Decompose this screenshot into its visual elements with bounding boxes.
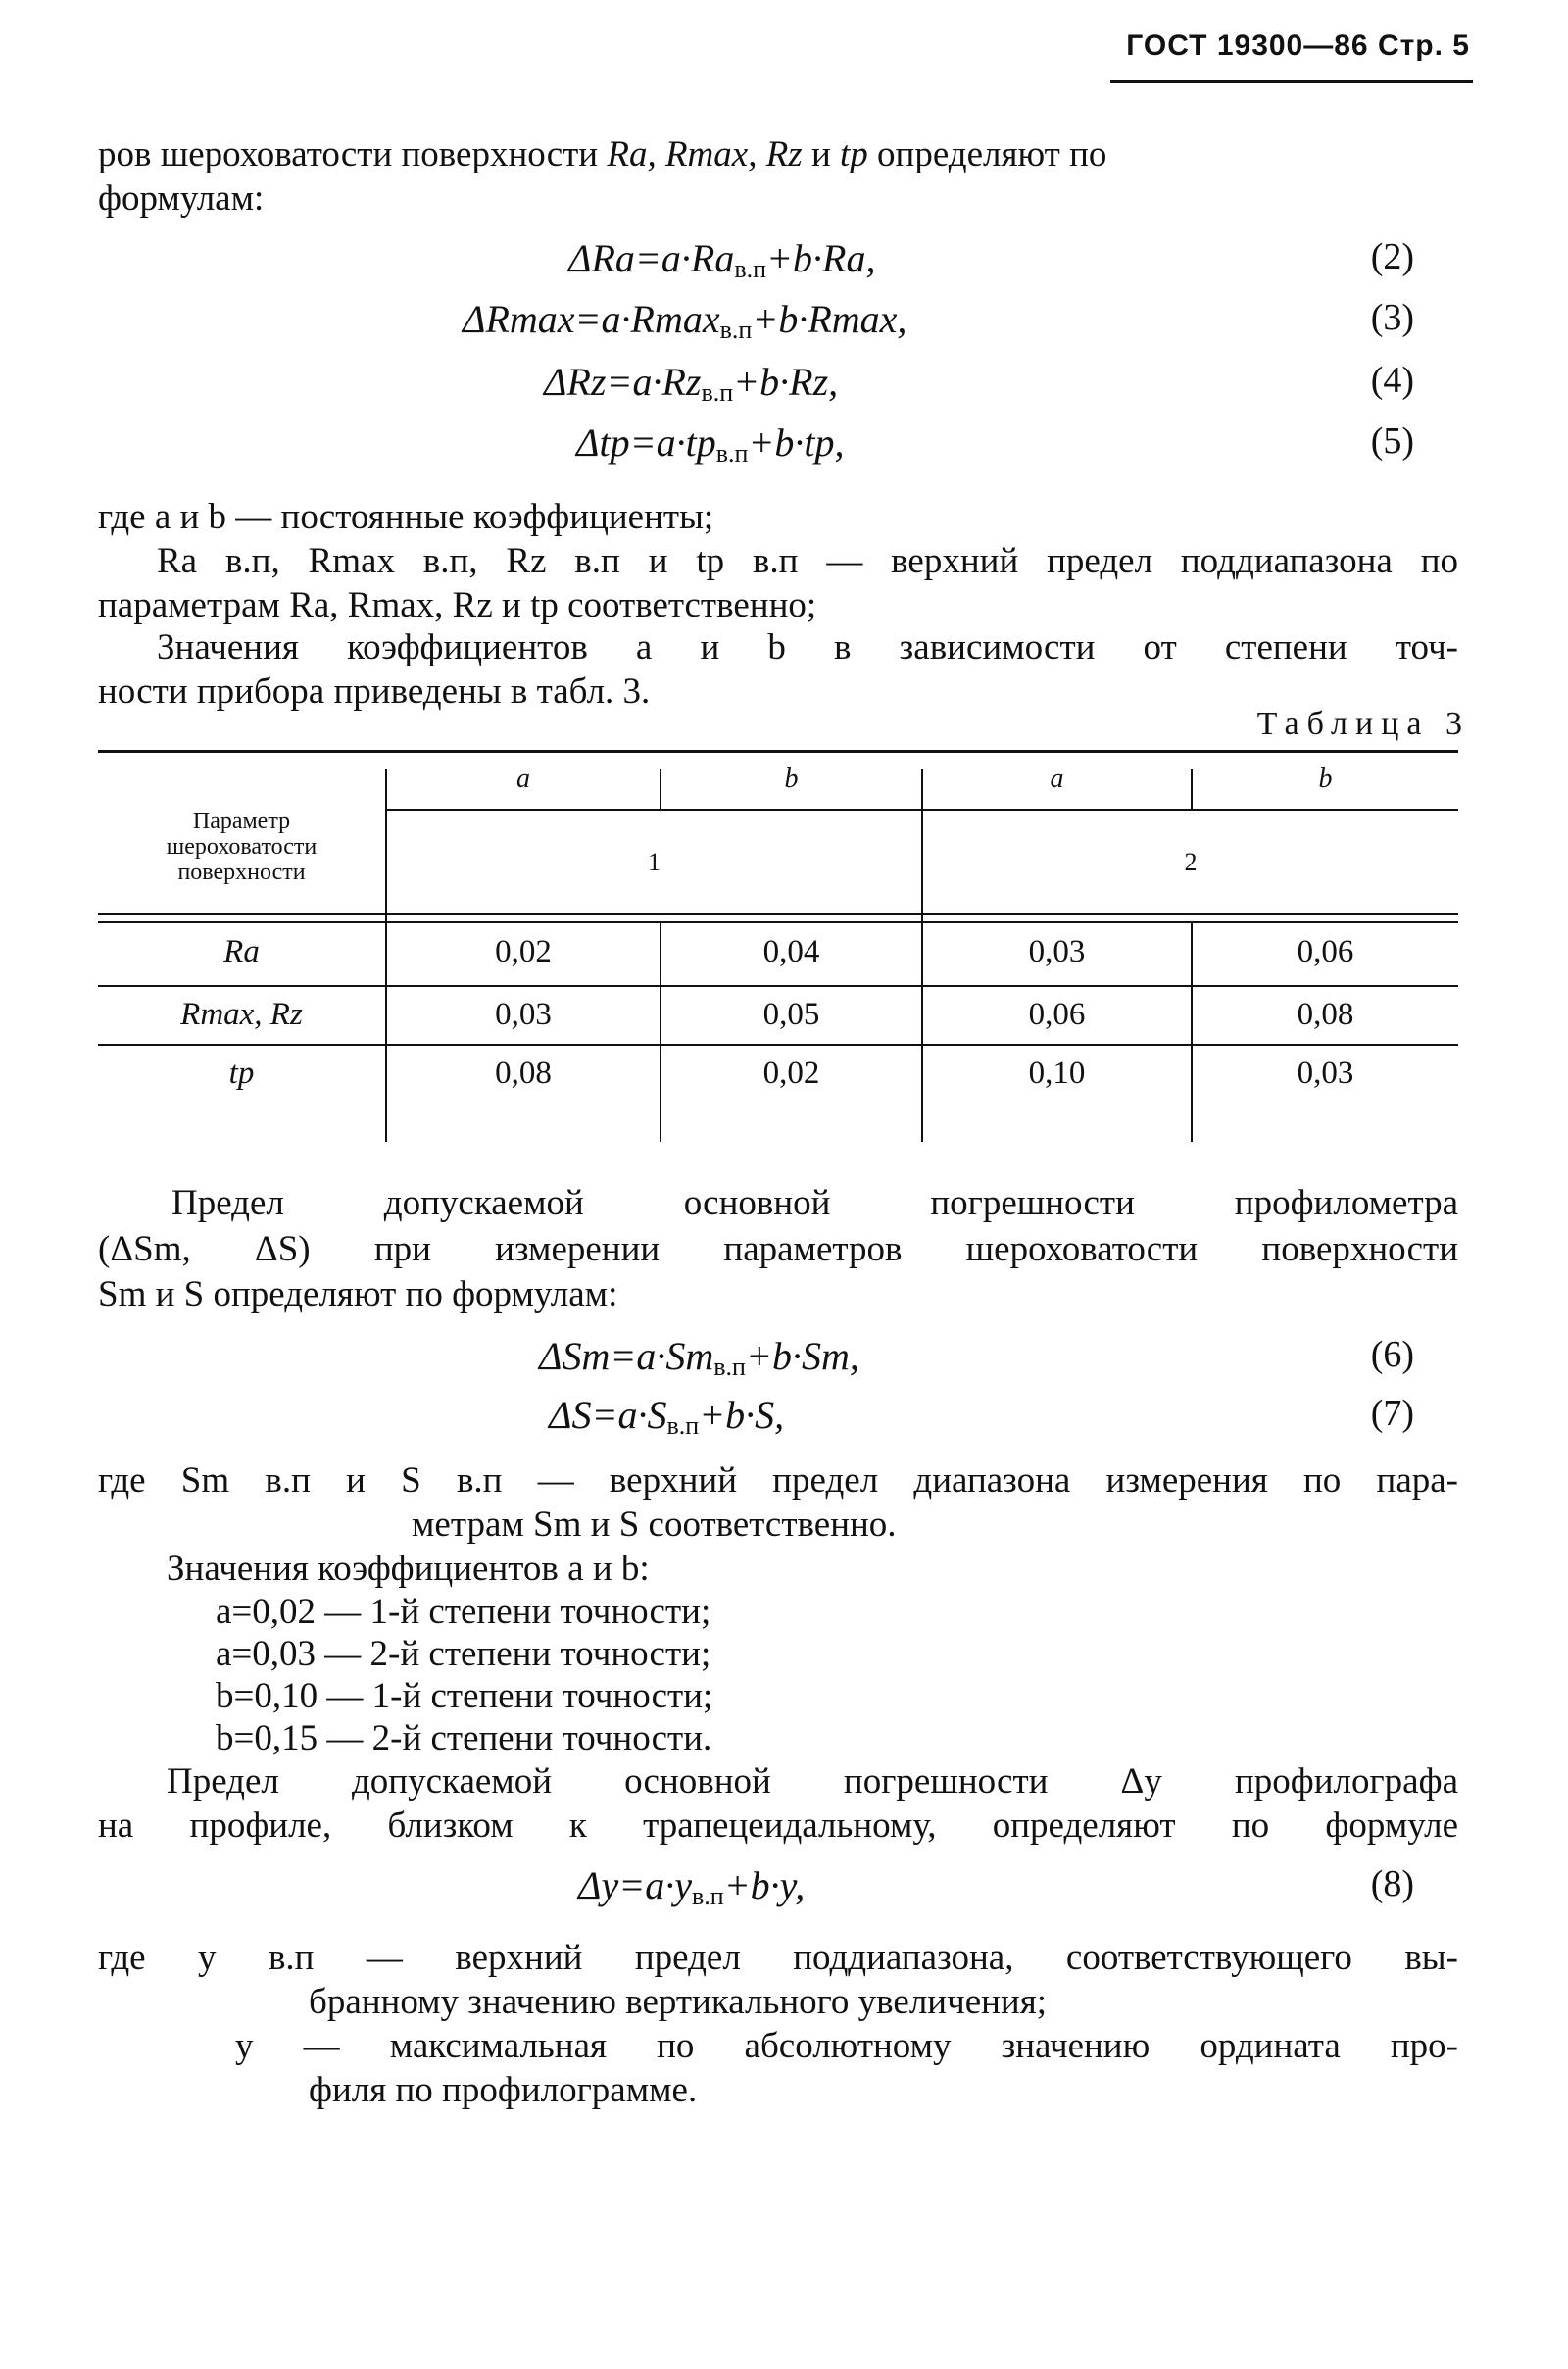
intro-text-b: и bbox=[802, 134, 841, 174]
coefficients-table bbox=[98, 750, 1458, 1142]
table-cell: 0,04 bbox=[762, 934, 820, 969]
formula-number-4: (4) bbox=[1370, 360, 1414, 401]
formula-3: ΔRmax=a·Rmax$_{в.п}$+b·Rmax, bbox=[463, 297, 907, 344]
table-header-rule-b bbox=[98, 921, 1458, 923]
where3-line-2: бранному значению вертикального увеличения; bbox=[309, 1982, 1048, 2022]
formula-number-7: (7) bbox=[1370, 1393, 1414, 1434]
table-cell: 0,03 bbox=[1297, 1056, 1354, 1091]
formula-5: $\Delta tp=a\cdot tp_{в.п}+b\cdot tp$, bbox=[576, 420, 845, 468]
intro-vars: Ra, Rmax, Rz bbox=[607, 134, 803, 174]
para2-line-1: Предел допускаемой основной погрешности профилометра bbox=[172, 1183, 1458, 1223]
where1-line-4: Значения коэффициентов a и b в зависимости от степени точ- bbox=[157, 627, 1458, 667]
formula-number-5: (5) bbox=[1370, 420, 1414, 462]
table-top-rule bbox=[98, 750, 1458, 753]
where2-line-2: метрам Sm и S соответственно. bbox=[412, 1505, 897, 1545]
coef-header-b2: b bbox=[1318, 764, 1333, 794]
para3-line-2: на профиле, близком к трапецеидальному, определяют по формуле bbox=[98, 1805, 1458, 1846]
where2-line-3: Значения коэффициентов a и b: bbox=[167, 1549, 650, 1589]
formula-number-8: (8) bbox=[1370, 1863, 1414, 1904]
where3-line-4: филя по профилограмме. bbox=[309, 2070, 698, 2110]
para2-line-2: (ΔSm, ΔS) при измерении параметров шероховатости поверхности bbox=[98, 1229, 1458, 1269]
intro-text-c: определяют по bbox=[867, 134, 1107, 174]
where3-line-1: где y в.п — верхний предел поддиапазона, соответствующего вы- bbox=[98, 1938, 1458, 1978]
formula-8: $\Delta y=a\cdot y_{в.п}+b\cdot y$, bbox=[578, 1863, 806, 1910]
table-cell: 0,03 bbox=[1028, 934, 1086, 969]
coef-line-4: b=0,15 — 2-й степени точности. bbox=[216, 1718, 712, 1758]
class-header-2: 2 bbox=[1184, 848, 1198, 876]
intro-text-a: ров шероховатости поверхности bbox=[98, 134, 608, 174]
formula-2: $\Delta Ra=a\cdot Ra_{в.п}+b\cdot Ra$, bbox=[568, 236, 876, 283]
table-cell: 0,10 bbox=[1028, 1056, 1086, 1091]
table-row-rule-1 bbox=[98, 985, 1458, 987]
formula-number-3: (3) bbox=[1370, 297, 1414, 338]
intro-tp: tp bbox=[840, 134, 868, 174]
where3-line-3: y — максимальная по абсолютному значению ордината про- bbox=[235, 2026, 1458, 2066]
class-header-1: 1 bbox=[648, 848, 661, 876]
coef-line-1: a=0,02 — 1-й степени точности; bbox=[216, 1592, 711, 1632]
header-rule bbox=[1110, 80, 1473, 83]
table-header-rule-a bbox=[98, 913, 1458, 915]
formula-number-6: (6) bbox=[1370, 1334, 1414, 1375]
intro-line-2: формулам: bbox=[98, 178, 265, 219]
table-row-rule-2 bbox=[98, 1044, 1458, 1046]
para2-line-3: Sm и S определяют по формулам: bbox=[98, 1274, 618, 1314]
row-param-tp: tp bbox=[228, 1056, 255, 1091]
para3-line-1: Предел допускаемой основной погрешности Δy профилографа bbox=[167, 1761, 1458, 1801]
coef-line-2: a=0,03 — 2-й степени точности; bbox=[216, 1634, 711, 1674]
formula-4: $\Delta Rz=a\cdot Rz_{в.п}+b\cdot Rz$, bbox=[544, 360, 839, 407]
where1-line-5: ности прибора приведены в табл. 3. bbox=[98, 671, 651, 712]
coef-header-a2: a bbox=[1050, 764, 1064, 794]
where1-line-1: где a и b — постоянные коэффициенты; bbox=[98, 497, 714, 537]
formula-7: $\Delta S=a\cdot S_{в.п}+b\cdot S$, bbox=[549, 1393, 785, 1440]
coef-header-a1: a bbox=[516, 764, 530, 794]
where1-line-3: параметрам Ra, Rmax, Rz и tp соответственно; bbox=[98, 585, 817, 625]
formula-number-2: (2) bbox=[1370, 236, 1414, 277]
coef-header-b1: b bbox=[784, 764, 799, 794]
where2-line-1: где Sm в.п и S в.п — верхний предел диапазона измерения по пара- bbox=[98, 1460, 1458, 1501]
formula-6: $\Delta Sm=a\cdot Sm_{в.п}+b\cdot Sm$, bbox=[539, 1334, 859, 1381]
table-cell: 0,08 bbox=[495, 1056, 552, 1091]
table-cell: 0,06 bbox=[1028, 997, 1086, 1032]
row-param-ra: Ra bbox=[223, 934, 260, 969]
where1-line-2: Ra в.п, Rmax в.п, Rz в.п и tp в.п — верхний предел поддиапазона по bbox=[157, 541, 1458, 581]
coef-line-3: b=0,10 — 1-й степени точности; bbox=[216, 1676, 713, 1716]
table-cell: 0,02 bbox=[495, 934, 552, 969]
table-cell: 0,06 bbox=[1297, 934, 1354, 969]
page-header: ГОСТ 19300—86 Стр. 5 bbox=[1126, 29, 1470, 62]
table-title: Таблица 3 bbox=[1256, 706, 1470, 742]
table-cell: 0,03 bbox=[495, 997, 552, 1032]
table-cell: 0,02 bbox=[762, 1056, 820, 1091]
intro-line-1 bbox=[98, 132, 1460, 176]
table-cell: 0,05 bbox=[762, 997, 820, 1032]
table-cell: 0,08 bbox=[1297, 997, 1354, 1032]
row-param-rmax-rz: Rmax, Rz bbox=[180, 997, 303, 1032]
param-header: Параметр шероховатости поверхности bbox=[166, 809, 318, 885]
